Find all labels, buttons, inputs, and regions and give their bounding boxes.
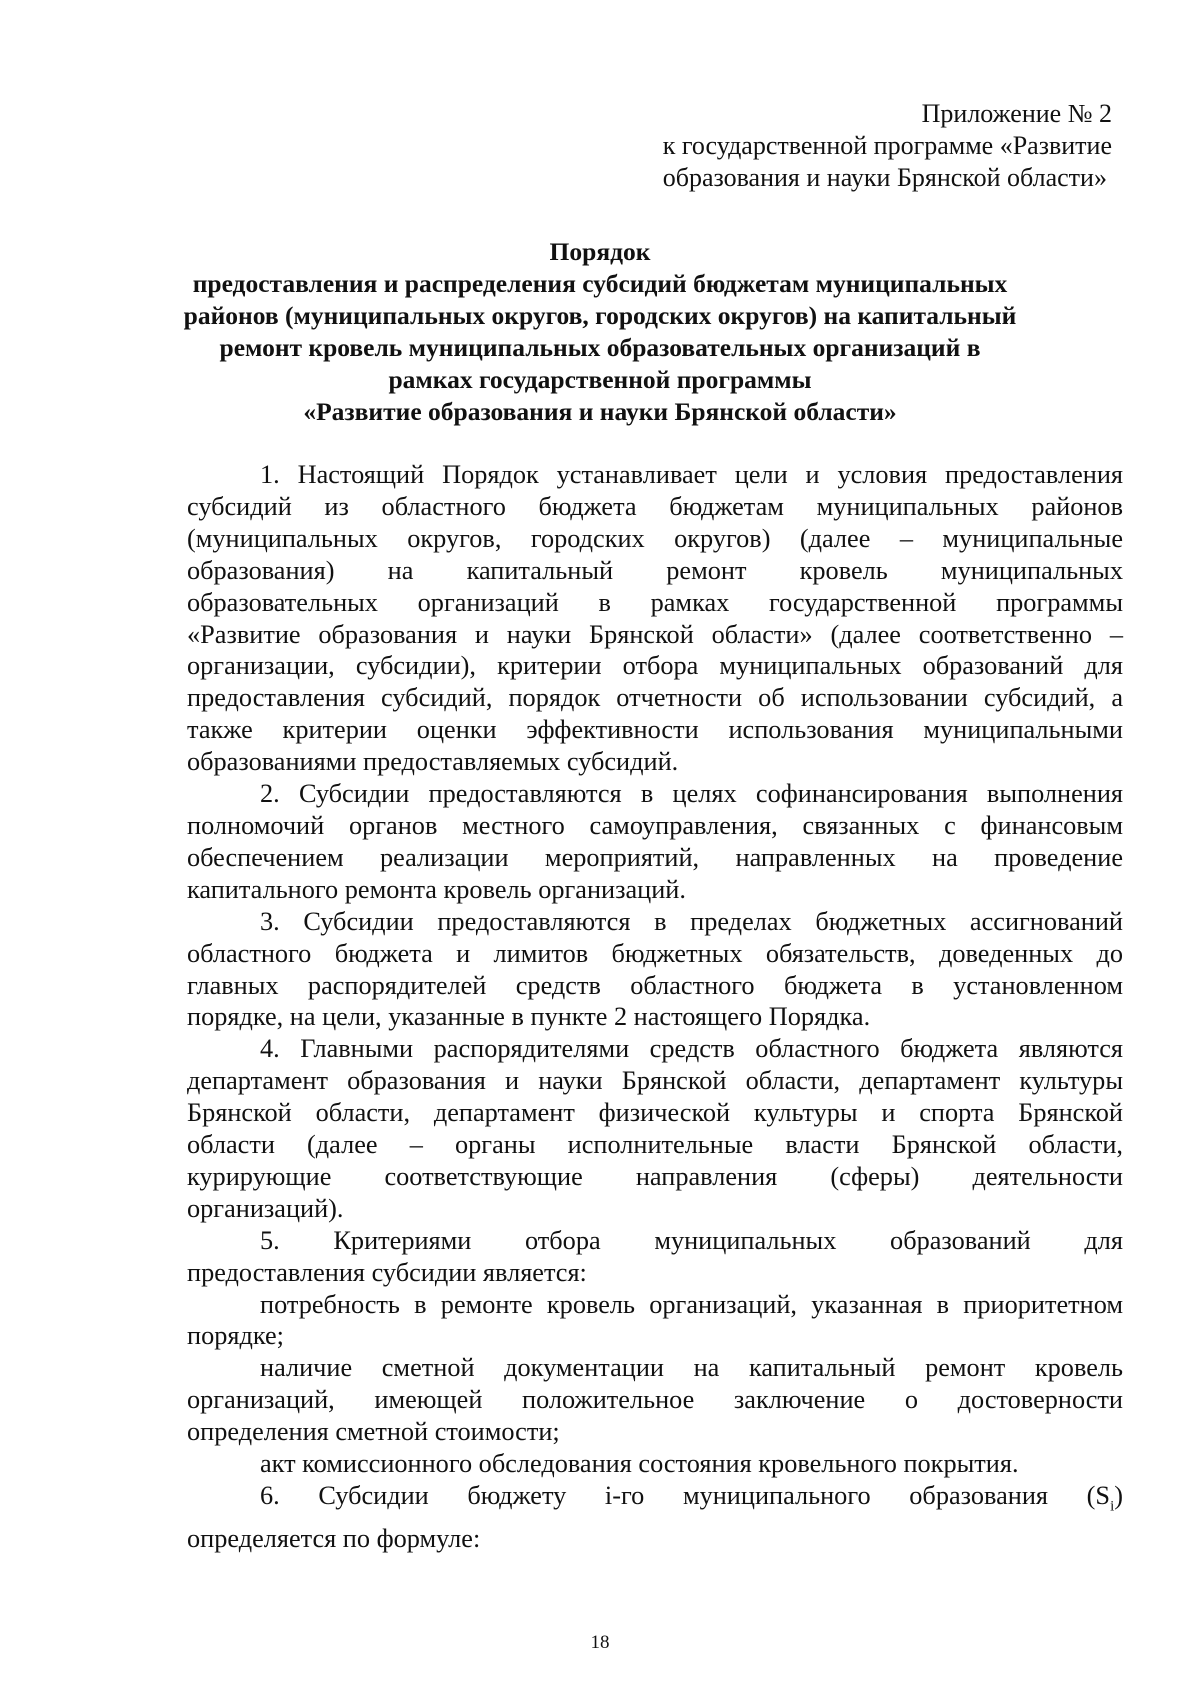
title-line-3: районов (муниципальных округов, городских округов) на капитальный — [183, 301, 1017, 330]
paragraph-line: субсидий из областного бюджета бюджетам муниципальных районов — [187, 491, 1123, 521]
paragraph-6 — [187, 1480, 1123, 1555]
paragraph-1 — [187, 459, 1123, 778]
paragraph-line: обеспечением реализации мероприятий, направленных на проведение — [187, 842, 1123, 872]
paragraph-line: потребность в ремонте кровель организаций, указанная в приоритетном — [260, 1289, 1123, 1319]
paragraph-line: 2. Субсидии предоставляются в целях софинансирования выполнения — [260, 779, 1123, 809]
paragraph-line: 5. Критериями отбора муниципальных образований для — [260, 1225, 1123, 1255]
formula-intro-text: 6. Субсидии бюджету i-го муниципального образования (S — [260, 1481, 1111, 1510]
paragraph-line: областного бюджета и лимитов бюджетных обязательств, доведенных до — [187, 938, 1123, 968]
paragraph-line: предоставления субсидии является: — [187, 1257, 587, 1287]
paragraph-line: определения сметной стоимости; — [187, 1417, 560, 1447]
paragraph-line: определяется по формуле: — [187, 1524, 481, 1554]
paragraph-line: Брянской области, департамент физической культуры и спорта Брянской — [187, 1098, 1123, 1128]
closing-paren: ) — [1114, 1481, 1123, 1510]
paragraph-line: курирующие соответствующие направления (сферы) деятельности — [187, 1161, 1123, 1191]
paragraph-line: главных распорядителей средств областного бюджета в установленном — [187, 970, 1123, 1000]
paragraph-line: 1. Настоящий Порядок устанавливает цели и условия предоставления — [260, 460, 1123, 489]
title-line-5: рамках государственной программы — [388, 365, 812, 394]
paragraph-line: организации, субсидии), критерии отбора муниципальных образований для — [187, 651, 1123, 681]
appendix-program-line1: к государственной программе «Развитие — [662, 131, 1112, 160]
paragraph-line: 3. Субсидии предоставляются в пределах бюджетных ассигнований — [260, 906, 1123, 936]
paragraph-line: области (далее – органы исполнительные власти Брянской области, — [187, 1130, 1123, 1160]
paragraph-line — [187, 1480, 1123, 1523]
criterion-2 — [187, 1352, 1123, 1448]
paragraph-line: порядке, на цели, указанные в пункте 2 настоящего Порядка. — [187, 1002, 871, 1032]
paragraph-line: предоставления субсидий, порядок отчетности об использовании субсидий, а — [187, 683, 1123, 713]
title-line-6: «Развитие образования и науки Брянской области» — [303, 397, 897, 426]
paragraph-line: образованиями предоставляемых субсидий. — [187, 747, 679, 777]
title-line-2: предоставления и распределения субсидий бюджетам муниципальных — [192, 269, 1008, 298]
paragraph-line: образовательных организаций в рамках государственной программы — [187, 587, 1123, 617]
appendix-block — [663, 98, 1112, 194]
paragraph-3 — [187, 906, 1123, 1034]
appendix-number: Приложение № 2 — [921, 99, 1112, 128]
title-line-4: ремонт кровель муниципальных образовательных организаций в — [219, 333, 981, 362]
paragraph-line: наличие сметной документации на капитальный ремонт кровель — [260, 1353, 1123, 1383]
paragraph-line: капитального ремонта кровель организаций. — [187, 874, 686, 904]
appendix-header — [572, 98, 1112, 194]
subscript-i: i — [1110, 1498, 1115, 1515]
paragraph-line: акт комиссионного обследования состояния кровельного покрытия. — [260, 1449, 1019, 1479]
paragraph-line: департамент образования и науки Брянской области, департамент культуры — [187, 1066, 1123, 1096]
paragraph-line: организаций, имеющей положительное заключение о достоверности — [187, 1385, 1123, 1415]
document-title — [150, 236, 1050, 428]
paragraph-4 — [187, 1033, 1123, 1224]
paragraph-line: образования) на капитальный ремонт кровель муниципальных — [187, 555, 1123, 585]
page-number: 18 — [590, 1632, 610, 1653]
paragraph-2 — [187, 778, 1123, 906]
appendix-program-line2: образования и науки Брянской области» — [662, 163, 1107, 192]
paragraph-5 — [187, 1225, 1123, 1289]
paragraph-line: полномочий органов местного самоуправления, связанных с финансовым — [187, 810, 1123, 840]
paragraph-line: порядке; — [187, 1321, 284, 1351]
paragraph-line: организаций). — [187, 1193, 344, 1223]
paragraph-line: также критерии оценки эффективности использования муниципальными — [187, 715, 1123, 745]
paragraph-line: 4. Главными распорядителями средств областного бюджета являются — [260, 1034, 1123, 1064]
title-line-1: Порядок — [549, 237, 651, 266]
criterion-3 — [187, 1448, 1123, 1480]
document-body — [187, 459, 1123, 1555]
paragraph-line: (муниципальных округов, городских округов) (далее – муниципальные — [187, 523, 1123, 553]
criterion-1 — [187, 1289, 1123, 1353]
paragraph-line: «Развитие образования и науки Брянской области» (далее соответственно – — [187, 619, 1123, 649]
